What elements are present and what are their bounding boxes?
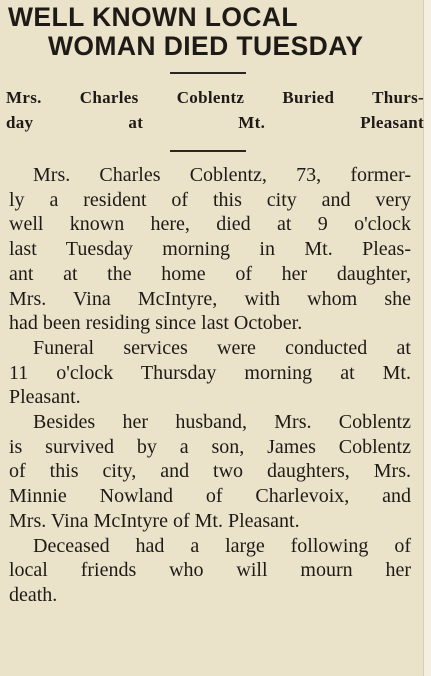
paragraph — [9, 163, 411, 336]
subheadline-line-2: day at Mt. Pleasant — [6, 113, 424, 132]
paragraph — [9, 336, 411, 410]
paragraph — [9, 534, 411, 608]
text-line: well known here, died at 9 o'clock — [9, 213, 411, 236]
article-body — [9, 163, 411, 608]
text-line: Minnie Nowland of Charlevoix, and — [9, 485, 411, 508]
text-line: Deceased had a large following of — [33, 534, 411, 557]
text-line: ant at the home of her daughter, — [9, 262, 411, 285]
text-line: 11 o'clock Thursday morning at Mt. — [9, 361, 411, 384]
text-line: Funeral services were conducted at — [33, 336, 411, 359]
text-line: Mrs. Charles Coblentz, 73, former- — [33, 164, 411, 186]
bottom-rule — [170, 150, 246, 152]
text-line: last Tuesday morning in Mt. Pleas- — [9, 238, 411, 261]
headline-line-2: WOMAN DIED TUESDAY — [48, 31, 364, 61]
text-line: Pleasant. — [9, 386, 81, 409]
text-line: Besides her husband, Mrs. Coblentz — [33, 411, 411, 434]
top-rule — [170, 72, 246, 74]
headline — [8, 3, 363, 61]
text-line: death. — [9, 583, 58, 606]
text-line: Mrs. Vina McIntyre of Mt. Pleasant. — [9, 509, 300, 532]
subheadline — [6, 85, 424, 135]
clipping-edge — [423, 0, 431, 676]
text-line: of this city, and two daughters, Mrs. — [9, 460, 411, 483]
headline-line-1: WELL KNOWN LOCAL — [8, 2, 299, 32]
text-line: had been residing since last October. — [9, 312, 303, 335]
text-line: ly a resident of this city and very — [9, 188, 411, 211]
subheadline-line-1: Mrs. Charles Coblentz Buried Thurs- — [6, 88, 424, 107]
text-line: Mrs. Vina McIntyre, with whom she — [9, 287, 411, 310]
text-line: local friends who will mourn her — [9, 559, 411, 582]
paragraph — [9, 410, 411, 534]
text-line: is survived by a son, James Coblentz — [9, 435, 411, 458]
